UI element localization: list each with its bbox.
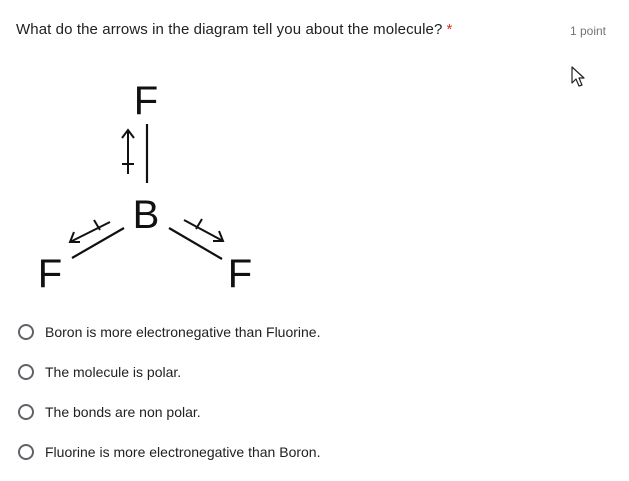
option-label: The bonds are non polar. <box>45 404 201 420</box>
question-text: What do the arrows in the diagram tell you about the molecule? <box>16 21 443 38</box>
radio-unchecked-icon[interactable] <box>18 444 34 460</box>
bf3-dipole-diagram <box>30 70 270 300</box>
atom-left-f: F <box>37 252 63 296</box>
option-4[interactable] <box>16 432 320 472</box>
mouse-pointer-icon <box>571 66 587 88</box>
dipole-arrow-right <box>184 219 223 241</box>
option-2[interactable] <box>16 352 320 392</box>
atom-right-f: F <box>227 252 253 296</box>
option-label: Boron is more electronegative than Fluorine. <box>45 324 321 340</box>
bond-right <box>169 228 222 259</box>
option-3[interactable] <box>16 392 320 432</box>
dipole-arrow-top <box>122 130 134 174</box>
option-label: Fluorine is more electronegative than Boron. <box>45 444 321 460</box>
answer-options <box>16 312 320 472</box>
radio-unchecked-icon[interactable] <box>18 324 34 340</box>
atom-top-f: F <box>133 79 159 123</box>
radio-unchecked-icon[interactable] <box>18 404 34 420</box>
option-1[interactable] <box>16 312 320 352</box>
radio-unchecked-icon[interactable] <box>18 364 34 380</box>
required-asterisk: * <box>446 21 453 38</box>
atom-center-b: B <box>132 193 160 237</box>
points-label: 1 point <box>569 24 606 38</box>
question-title <box>16 21 452 38</box>
option-label: The molecule is polar. <box>45 364 182 380</box>
